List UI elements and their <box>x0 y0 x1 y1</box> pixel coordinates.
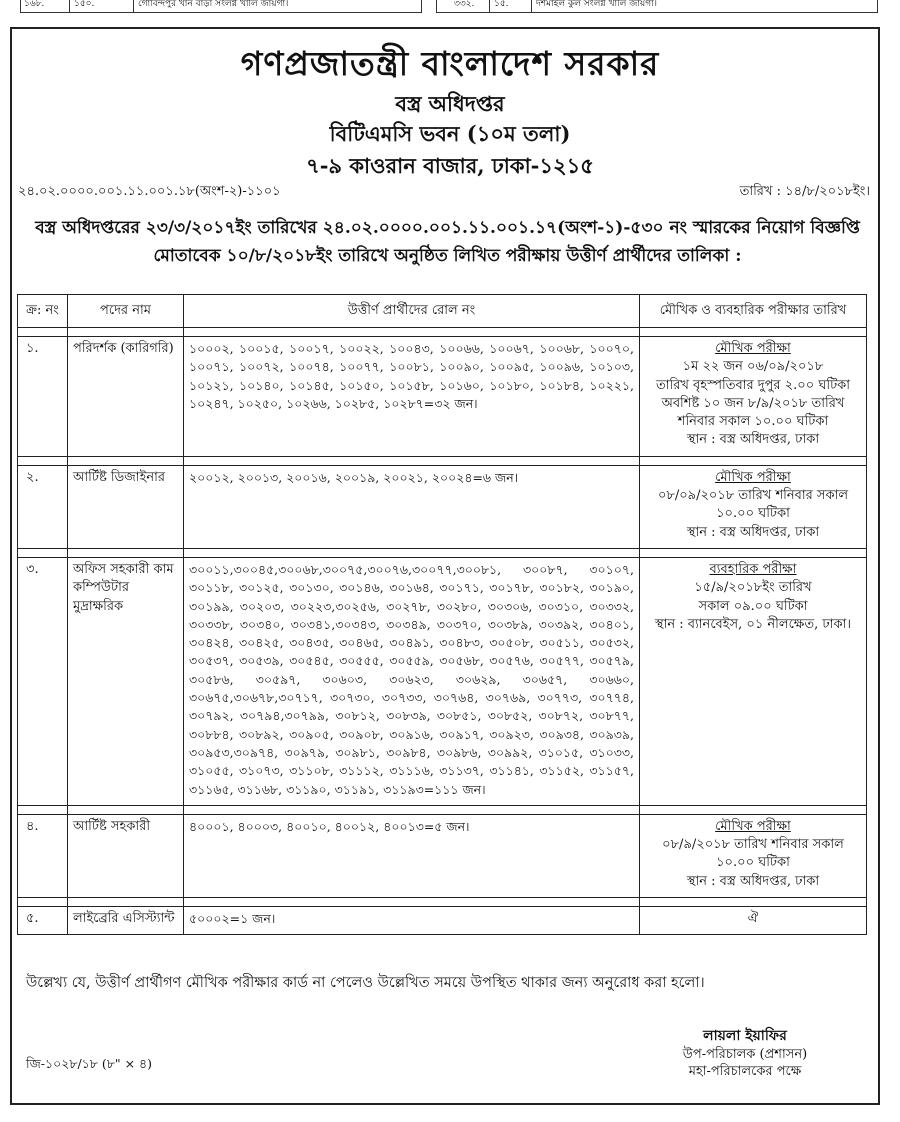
roll-numbers: ৩০০১১,৩০০৪৫,৩০০৬৮,৩০০৭৫,৩০০৭৬,৩০০৭৭,৩০০৮১, ৩০০৮৭, ৩০১০৭, ৩০১১৮, ৩০১২৫, ৩০১৩০, ৩০১৪৬, ৩০১৬৪, ৩০১৭১, ৩০১৭৮, ৩০১৮২, ৩০১৯০, ৩০১৯৯, ৩০২০৩, ৩০২২৩,৩০২৫৬, ৩০২৭৮, ৩০২৮০, ৩০৩০৬, ৩০৩১০, ৩০৩৩২, ৩০৩৩৮, ৩০৩৪০, ৩০৩৪১,৩০৩৪৩, ৩০৩৪৯, ৩০৩৭০, ৩০৩৮৯, ৩০৩৯২, ৩০৪০১, ৩০৪২৪, ৩০৪২৫, ৩০৪৩৫, ৩০৪৬৫, ৩০৪৯১, ৩০৪৮৩, ৩০৫০৮, ৩০৫১১, ৩০৫৩২, ৩০৫৩৭, ৩০৫৩৯, ৩০৫৪৫, ৩০৫৫৫, ৩০৫৫৯, ৩০৫৬৮, ৩০৫৭৬, ৩০৫৭৭, ৩০৫৭৯, ৩০৫৮৬, ৩০৫৯৭, ৩০৬০৩, ৩০৬২৩, ৩০৬২৯, ৩০৬৫৭, ৩০৬৬০, ৩০৬৭৫,৩০৬৭৮,৩০৭১৭, ৩০৭৩০, ৩০৭৩৩, ৩০৭৬৪, ৩০৭৬৯, ৩০৭৭৩, ৩০৭৭৪, ৩০৭৯২, ৩০৭৯৪,৩০৭৯৯, ৩০৮১২, ৩০৮৩৯, ৩০৮৫১, ৩০৮৫২, ৩০৮৭২, ৩০৮৭৭, ৩০৮৮৪, ৩০৮৯২, ৩০৯০৫, ৩০৯০৮, ৩০৯১৬, ৩০৯১৭, ৩০৯২৩, ৩০৯৩৪, ৩০৯৩৯, ৩০৯৫৩,৩০৯৭৪, ৩০৯৭৯, ৩০৯৮১, ৩০৯৮৪, ৩০৯৮৬, ৩০৯৯২, ৩১০১৫, ৩১০৩৩, ৩১০৫৫, ৩১০৭৩, ৩১১০৮, ৩১১১২, ৩১১১৬, ৩১১৩৭, ৩১১৪১, ৩১১৫২, ৩১১৫৭, ৩১১৬৫, ৩১১৬৮, ৩১১৯০, ৩১১৯১, ৩১১৯৩=১১১ জন। <box>189 561 634 797</box>
post-name: লাইব্রেরি এসিস্ট্যান্ট <box>73 911 175 927</box>
serial-cell <box>18 805 68 897</box>
exam-detail: ১০.০০ ঘটিকা <box>716 855 790 871</box>
exam-detail: স্থান : বস্ত্র অধিদপ্তর, ঢাকা <box>686 873 820 889</box>
serial-cell <box>18 456 68 548</box>
intro-line-1: বস্ত্র অধিদপ্তরের ২৩/৩/২০১৭ইং তারিখের ২৪.০২.০০০০.০০১.১১.০০১.১৭(অংশ-১)-৫৩০ নং স্মারকের নিয়োগ বিজ্ঞপ্তি <box>35 218 860 238</box>
post-cell <box>68 805 184 897</box>
exam-type: ব্যবহারিক পরীক্ষা <box>709 561 797 577</box>
serial-number: ৫. <box>26 911 39 927</box>
serial-number: ৩. <box>26 561 39 577</box>
exam-detail: ঐ <box>747 911 759 927</box>
office-address: ৭-৯ কাওরান বাজার, ঢাকা-১২১৫ <box>306 153 594 178</box>
exam-type: মৌখিক পরীক্ষা <box>715 341 791 356</box>
exam-type: মৌখিক পরীক্ষা <box>715 469 791 485</box>
signatory-name: লায়লা ইয়াফির <box>703 1028 787 1044</box>
rolls-cell <box>184 328 640 457</box>
post-name: পরিদর্শক (কারিগরি) <box>73 341 174 356</box>
exam-cell <box>640 328 867 457</box>
exam-detail: স্থান : বস্ত্র অধিদপ্তর, ঢাকা <box>686 524 820 540</box>
prev-cell: ১৬৮. <box>24 0 45 9</box>
exam-cell <box>640 456 867 548</box>
signatory-behalf: মহা-পরিচালকের পক্ষে <box>688 1064 802 1079</box>
post-cell <box>68 898 184 935</box>
building-name: বিটিএমসি ভবন (১০ম তলা) <box>329 121 571 146</box>
exam-cell <box>640 548 867 805</box>
table-row <box>18 898 867 935</box>
rolls-cell <box>184 456 640 548</box>
table-row <box>18 805 867 897</box>
previous-table-right <box>436 0 878 13</box>
exam-detail: ১ম ২২ জন ০৬/০৯/২০১৮ <box>682 359 824 375</box>
exam-detail: শনিবার সকাল ১০.০০ ঘটিকা <box>677 414 829 430</box>
table-row <box>18 548 867 805</box>
signatory-designation: উপ-পরিচালক (প্রশাসন) <box>682 1047 808 1062</box>
exam-cell <box>640 898 867 935</box>
prev-cell: ১৫. <box>494 0 509 9</box>
col-header-serial: ক্র: নং <box>18 295 68 328</box>
serial-cell <box>18 898 68 935</box>
col-header-rolls: উত্তীর্ণ প্রার্থীদের রোল নং <box>184 295 640 328</box>
exam-detail: স্থান : ব্যানবেইস, ০১ নীলক্ষেত, ঢাকা। <box>655 616 851 632</box>
roll-numbers: ২০০১২, ২০০১৩, ২০০১৬, ২০০১৯, ২০০২১, ২০০২৪=৬ জন। <box>189 469 519 485</box>
serial-number: ৪. <box>26 818 39 834</box>
exam-cell <box>640 805 867 897</box>
post-cell <box>68 328 184 457</box>
exam-detail: ১০.০০ ঘটিকা <box>716 506 790 522</box>
roll-numbers: ১০০০২, ১০০১৫, ১০০১৭, ১০০২২, ১০০৪৩, ১০০৬৬, ১০০৬৭, ১০০৬৮, ১০০৭০, ১০০৭১, ১০০৭২, ১০০৭৪, ১০০৭৭, ১০০৮১, ১০০৯০, ১০০৯৫, ১০০৯৬, ১০১০৩, ১০১২১, ১০১৪০, ১০১৪৫, ১০১৫০, ১০১৫৮, ১০১৬০, ১০১৮০, ১০১৮৪, ১০২২১, ১০২৪৭, ১০২৫০, ১০২৬৬, ১০২৮৫, ১০২৮৭=৩২ জন। <box>189 341 634 411</box>
prev-cell: গোবিন্দপুর খান বাড়া সংলগ্ন খালি জায়গা। <box>138 0 289 9</box>
exam-detail: স্থান : বস্ত্র অধিদপ্তর, ঢাকা <box>686 432 820 448</box>
post-cell <box>68 548 184 805</box>
serial-cell <box>18 548 68 805</box>
office-name: বস্ত্র অধিদপ্তর <box>395 91 505 116</box>
exam-detail: অবশিষ্ট ১০ জন ৮/৯/২০১৮ তারিখ <box>661 395 845 411</box>
col-header-post: পদের নাম <box>68 295 184 328</box>
exam-detail: ১৫/৯/২০১৮ইং তারিখ <box>694 580 812 596</box>
roll-numbers: ৫০০০২=১ জন। <box>189 911 276 927</box>
serial-number: ২. <box>26 469 39 485</box>
rolls-cell <box>184 898 640 935</box>
post-name: আর্টিষ্ট ডিজাইনার <box>73 469 166 485</box>
intro-text <box>20 214 875 270</box>
exam-detail: তারিখ বৃহস্পতিবার দুপুর ২.০০ ঘটিকা <box>655 377 851 393</box>
memo-number: ২৪.০২.০০০০.০০১.১১.০০১.১৮(অংশ-২)-১১০১ <box>18 184 281 199</box>
result-table <box>17 294 867 935</box>
intro-line-2: মোতাবেক ১০/৮/২০১৮ইং তারিখে অনুষ্ঠিত লিখিত পরীক্ষায় উত্তীর্ণ প্রার্থীদের তালিকা : <box>153 246 742 266</box>
prev-cell: ৩৩২. <box>454 0 475 9</box>
exam-detail: ০৮/০৯/২০১৮ তারিখ শনিবার সকাল <box>657 488 849 504</box>
table-row <box>18 456 867 548</box>
post-name: আর্টিষ্ট সহকারী <box>73 818 151 834</box>
rolls-cell <box>184 805 640 897</box>
reference-code: জি-১০২৮/১৮ (৮" × ৪) <box>26 1056 153 1071</box>
post-name: অফিস সহকারী কাম কম্পিউটার মুদ্রাক্ষরিক <box>73 561 174 614</box>
table-header-row <box>18 295 867 328</box>
note-text: উল্লেখ্য যে, উত্তীর্ণ প্রার্থীগণ মৌখিক পরীক্ষার কার্ড না পেলেও উল্লেখিত সময়ে উপস্থিত থাকার জন্য অনুরোধ করা হলো। <box>26 975 705 991</box>
serial-number: ১. <box>26 341 39 356</box>
prev-cell: ১৫০. <box>74 0 95 9</box>
prev-cell: দশমাইল কুল সংলগ্ন খালি জায়গা। <box>536 0 657 9</box>
notice-date: তারিখ : ১৪/৮/২০১৮ইং। <box>739 184 870 199</box>
table-row <box>18 328 867 457</box>
government-title: গণপ্রজাতন্ত্রী বাংলাদেশ সরকার <box>240 44 660 83</box>
exam-detail: ০৮/৯/২০১৮ তারিখ শনিবার সকাল <box>662 837 844 853</box>
roll-numbers: ৪০০০১, ৪০০০৩, ৪০০১০, ৪০০১২, ৪০০১৩=৫ জন। <box>189 818 470 834</box>
post-cell <box>68 456 184 548</box>
exam-detail: সকাল ০৯.০০ ঘটিকা <box>698 598 808 614</box>
exam-type: মৌখিক পরীক্ষা <box>715 818 791 834</box>
col-header-exam-date: মৌখিক ও ব্যবহারিক পরীক্ষার তারিখ <box>640 295 867 328</box>
serial-cell <box>18 328 68 457</box>
rolls-cell <box>184 548 640 805</box>
previous-notice-strip <box>0 0 900 16</box>
previous-table-left <box>20 0 422 13</box>
